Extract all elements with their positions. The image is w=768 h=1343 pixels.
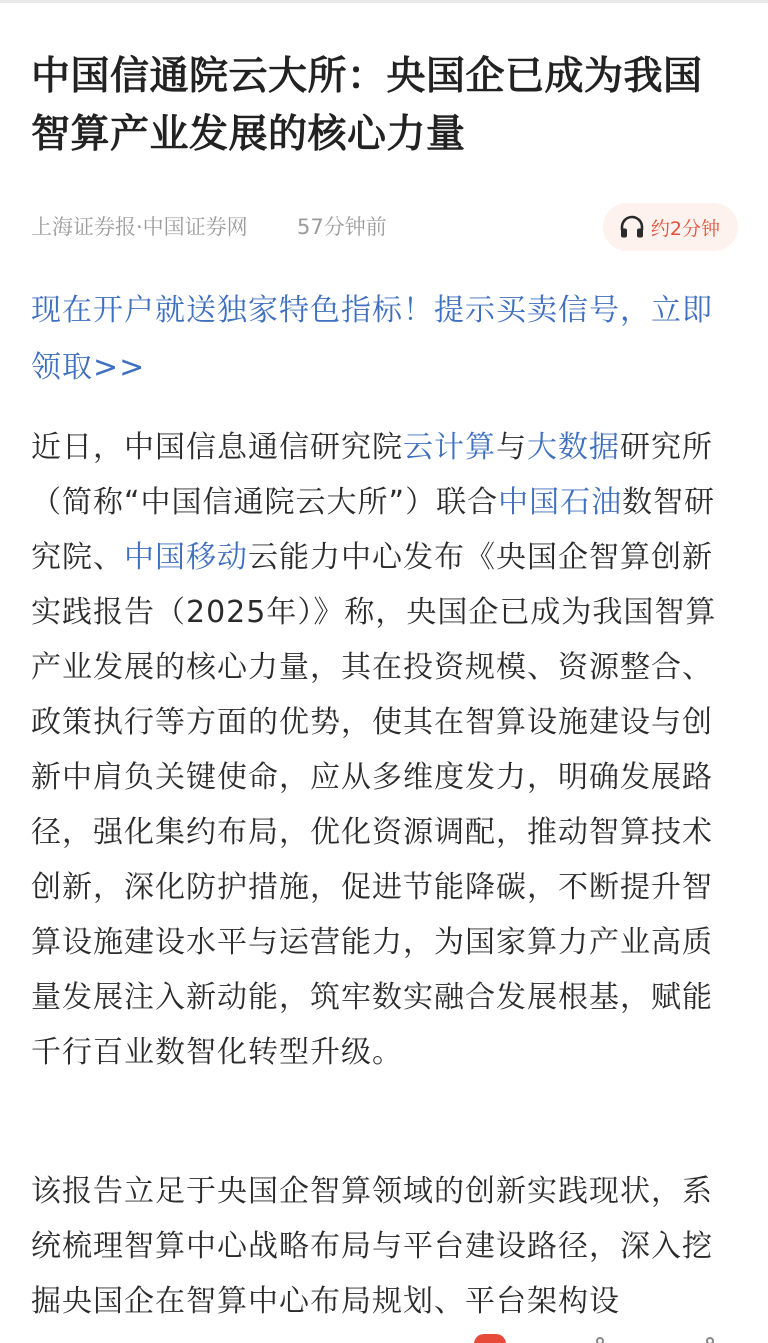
notification-badge xyxy=(474,1334,506,1343)
paragraph-text: 数智研究院、 xyxy=(31,485,716,575)
article-paragraph-2: 该报告立足于央国企智算领域的创新实践现状，系统梳理智算中心战略布局与平台建设路径，深入挖掘央国企在智算中心布局规划、平台架构设 xyxy=(31,1174,713,1319)
paragraph-text: 与 xyxy=(496,430,527,465)
listen-button[interactable] xyxy=(603,203,738,251)
article-meta xyxy=(31,203,738,251)
promo-link[interactable]: 现在开户就送独家特色指标！提示买卖信号，立即领取>> xyxy=(31,293,713,385)
toolbar-icon[interactable] xyxy=(596,1337,604,1343)
article-time: 57分钟前 xyxy=(297,215,387,239)
article-title: 中国信通院云大所：央国企已成为我国智算产业发展的核心力量 xyxy=(31,54,703,157)
top-divider xyxy=(0,0,768,3)
keyword-link-petrochina[interactable]: 中国石油 xyxy=(498,485,623,520)
paragraph-text: 近日，中国信息通信研究院 xyxy=(31,430,403,465)
article-paragraph-1 xyxy=(31,420,738,1080)
paragraph-text: 研究所（简称“中国信通院云大所”）联合 xyxy=(31,430,713,520)
keyword-link-big-data[interactable]: 大数据 xyxy=(527,430,620,465)
paragraph-text: 云能力中心发布《央国企智算创新实践报告（2025年）》称，央国企已成为我国智算产业发展的核心力量，其在投资规模、资源整合、政策执行等方面的优势，使其在智算设施建设与创新中肩负关键使命，应从多维度发力，明确发展路径，强化集约布局，优化资源调配，推动智算技术创新，深化防护措施，促进节能降碳，不断提升智算设施建设水平与运营能力，为国家算力产业高质量发展注入新动能，筑牢数实融合发展根基，赋能千行百业数智化转型升级。 xyxy=(31,540,717,1070)
keyword-link-china-mobile[interactable]: 中国移动 xyxy=(124,540,248,575)
article-source: 上海证券报·中国证券网 xyxy=(31,215,248,239)
headphones-icon xyxy=(619,215,645,239)
toolbar-icon[interactable] xyxy=(706,1337,714,1343)
keyword-link-cloud-computing[interactable]: 云计算 xyxy=(403,430,496,465)
listen-duration: 约2分钟 xyxy=(650,217,720,240)
